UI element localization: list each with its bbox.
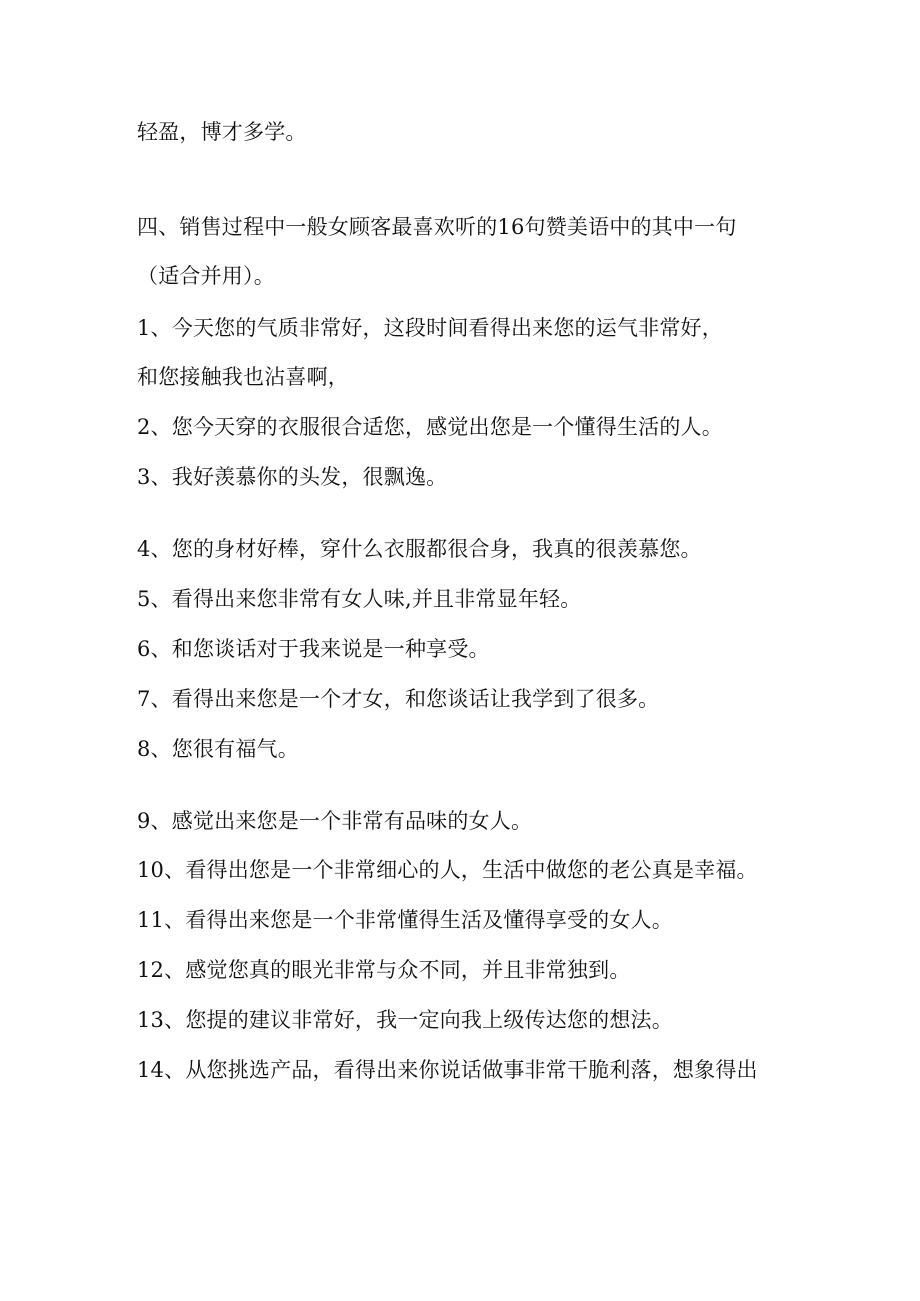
- list-item-6: 6、和您谈话对于我来说是一种享受。: [137, 637, 490, 661]
- list-item-11: 11、看得出来您是一个非常懂得生活及懂得享受的女人。: [137, 908, 673, 932]
- section-heading: 四、销售过程中一般女顾客最喜欢听的16句赞美语中的其中一句: [137, 215, 737, 239]
- list-item-14: 14、从您挑选产品，看得出来你说话做事非常干脆利落，想象得出: [137, 1058, 758, 1082]
- list-item-3: 3、我好羡慕你的头发，很飘逸。: [137, 465, 448, 489]
- list-item-13: 13、您提的建议非常好，我一定向我上级传达您的想法。: [137, 1008, 673, 1032]
- list-item-8: 8、您很有福气。: [137, 737, 299, 761]
- list-item-9: 9、感觉出来您是一个非常有品味的女人。: [137, 809, 533, 833]
- list-item-2: 2、您今天穿的衣服很合适您，感觉出您是一个懂得生活的人。: [137, 415, 723, 439]
- list-item-12: 12、感觉您真的眼光非常与众不同，并且非常独到。: [137, 958, 631, 982]
- list-item-1-continuation: 和您接触我也沾喜啊，: [137, 365, 349, 389]
- list-item-5: 5、看得出来您非常有女人味,并且非常显年轻。: [137, 587, 582, 611]
- text-line-continuation: 轻盈，博才多学。: [137, 120, 307, 144]
- list-item-10: 10、看得出您是一个非常细心的人，生活中做您的老公真是幸福。: [137, 858, 758, 882]
- section-heading-continuation: （适合并用）。: [137, 264, 275, 288]
- list-item-7: 7、看得出来您是一个才女，和您谈话让我学到了很多。: [137, 687, 660, 711]
- list-item-1: 1、今天您的气质非常好，这段时间看得出来您的运气非常好，: [137, 316, 723, 340]
- list-item-4: 4、您的身材好棒，穿什么衣服都很合身，我真的很羡慕您。: [137, 537, 702, 561]
